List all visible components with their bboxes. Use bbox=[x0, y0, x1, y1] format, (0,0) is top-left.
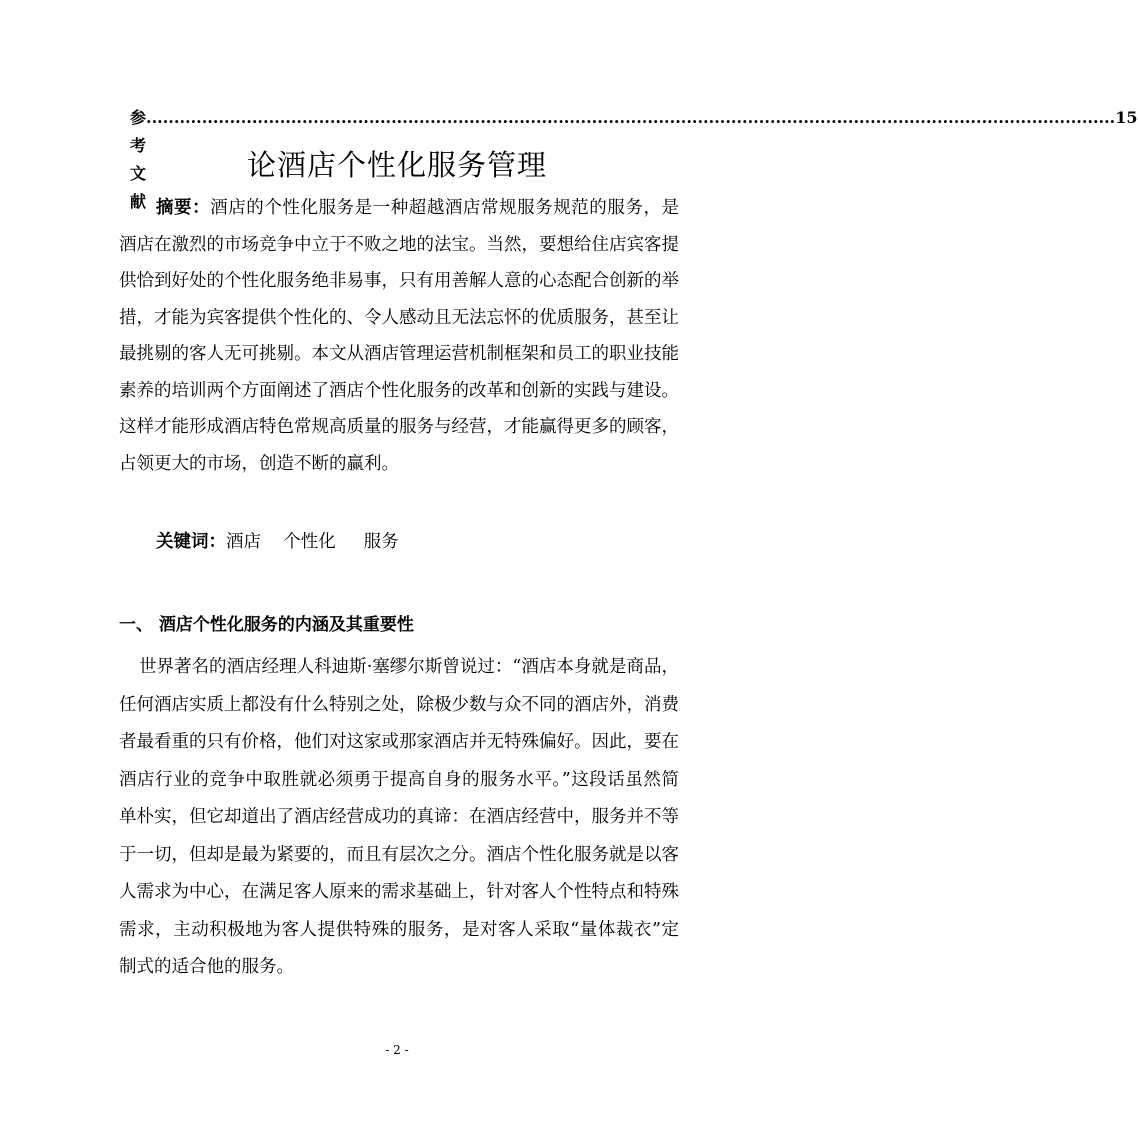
section-heading: 一、 酒店个性化服务的内涵及其重要性 bbox=[119, 615, 414, 635]
keywords-label: 关键词： bbox=[156, 532, 226, 552]
abstract-paragraph bbox=[119, 190, 679, 482]
page-number: - 2 - bbox=[385, 1043, 409, 1057]
keywords-line bbox=[156, 524, 399, 560]
toc-entry-page: 15 bbox=[1115, 108, 1138, 127]
abstract-text: 酒店的个性化服务是一种超越酒店常规服务规范的服务，是酒店在激烈的市场竞争中立于不败之地的法宝。当然，要想给住店宾客提供恰到好处的个性化服务绝非易事，只有用善解人意的心态配合创新的举措，才能为宾客提供个性化的、令人感动且无法忘怀的优质服务，甚至让最挑剔的客人无可挑剔。本文从酒店管理运营机制框架和员工的职业技能素养的培训两个方面阐述了酒店个性化服务的改革和创新的实践与建设。这样才能形成酒店特色常规高质量的服务与经营，才能赢得更多的顾客，占领更大的市场，创造不断的赢利。 bbox=[119, 198, 680, 474]
abstract-label: 摘要： bbox=[156, 198, 211, 218]
toc-leader-dots: .............................................................................................................................................................................. bbox=[146, 108, 1116, 127]
document-title: 论酒店个性化服务管理 bbox=[246, 148, 547, 182]
keywords-text: 酒店 个性化 服务 bbox=[226, 532, 399, 552]
toc-entry-label: 参考文献 bbox=[130, 108, 147, 211]
body-paragraph: 世界著名的酒店经理人科迪斯·塞缪尔斯曾说过：“酒店本身就是商品，任何酒店实质上都没有什么特别之处，除极少数与众不同的酒店外，消费者最看重的只有价格，他们对这家或那家酒店并无特殊偏好。因此，要在酒店行业的竞争中取胜就必须勇于提高自身的服务水平。”这段话虽然简单朴实，但它却道出了酒店经营成功的真谛：在酒店经营中，服务并不等于一切，但却是最为紧要的，而且有层次之分。酒店个性化服务就是以客人需求为中心，在满足客人原来的需求基础上，针对客人个性特点和特殊需求，主动积极地为客人提供特殊的服务，是对客人采取“量体裁衣”定制式的适合他的服务。 bbox=[119, 657, 679, 977]
